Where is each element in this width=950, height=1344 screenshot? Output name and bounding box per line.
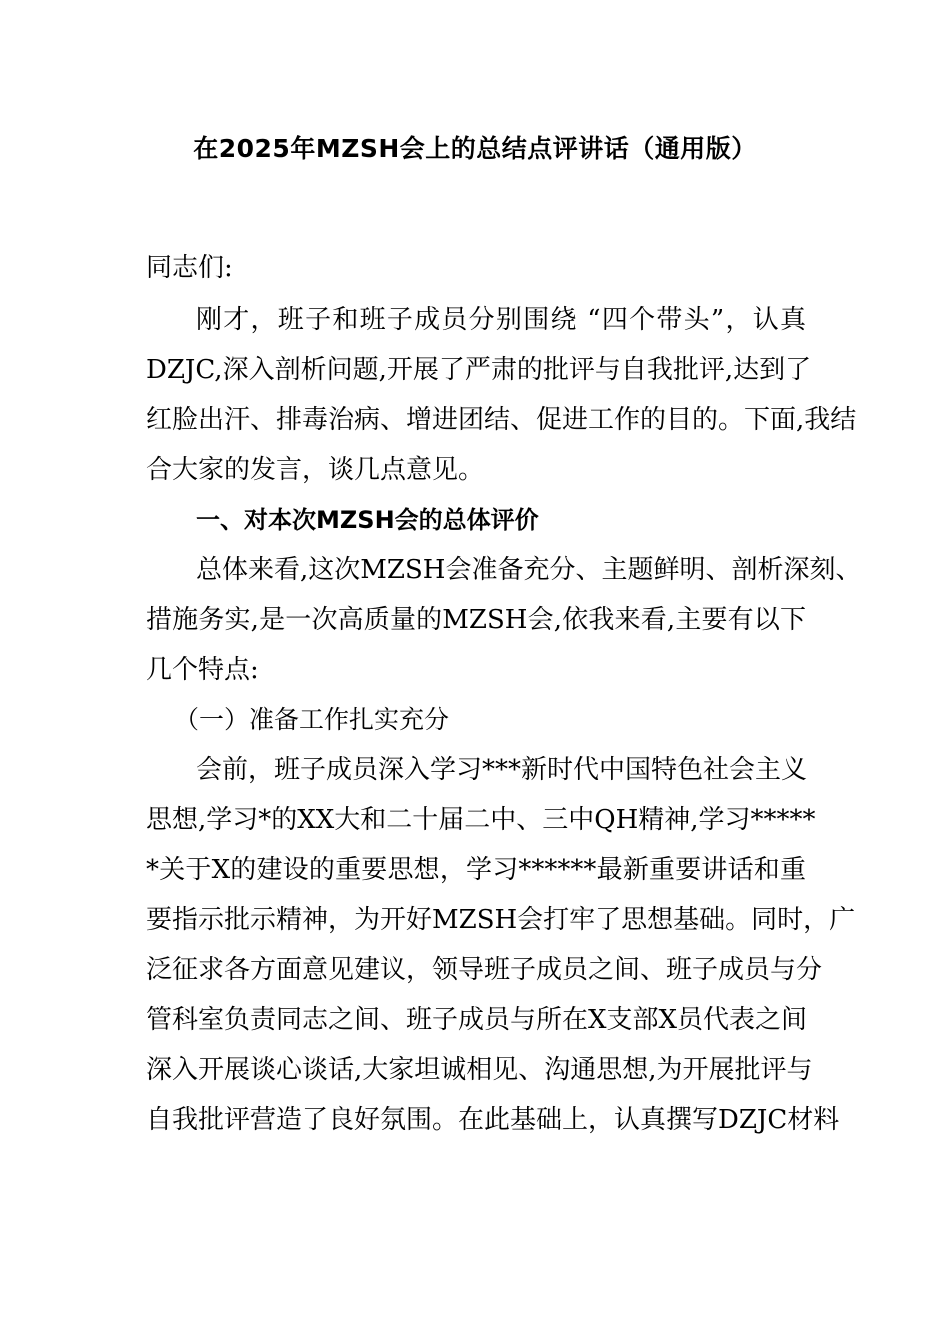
paragraph-line: 泛征求各方面意见建议，领导班子成员之间、班子成员与分 xyxy=(146,955,823,985)
paragraph-line: 深入开展谈心谈话,大家坦诚相见、沟通思想,为开展批评与 xyxy=(146,1055,813,1085)
salutation: 同志们: xyxy=(146,253,233,283)
subsection-heading: （一）准备工作扎实充分 xyxy=(174,705,450,734)
document-title: 在2025年MZSH会上的总结点评讲话（通用版） xyxy=(193,134,757,163)
paragraph-line: 自我批评营造了良好氛围。在此基础上，认真撰写DZJC材料 xyxy=(146,1105,840,1135)
paragraph-line: 总体来看,这次MZSH会准备充分、主题鲜明、剖析深刻、 xyxy=(196,555,862,585)
paragraph-line: 要指示批示精神，为开好MZSH会打牢了思想基础。同时，广 xyxy=(146,905,856,935)
section-heading: 一、对本次MZSH会的总体评价 xyxy=(196,506,539,534)
paragraph-line: 措施务实,是一次高质量的MZSH会,依我来看,主要有以下 xyxy=(146,605,806,635)
paragraph-line: 刚才，班子和班子成员分别围绕 “四个带头”，认真 xyxy=(196,305,806,335)
paragraph-line: *关于X的建设的重要思想，学习******最新重要讲话和重 xyxy=(146,855,806,885)
paragraph-line: 合大家的发言，谈几点意见。 xyxy=(146,455,485,485)
paragraph-line: 红脸出汗、排毒治病、增进团结、促进工作的目的。下面,我结 xyxy=(146,405,857,435)
paragraph-line: DZJC,深入剖析问题,开展了严肃的批评与自我批评,达到了 xyxy=(146,355,812,385)
paragraph-line: 管科室负责同志之间、班子成员与所在X支部X员代表之间 xyxy=(146,1005,808,1035)
paragraph-line: 几个特点: xyxy=(146,655,259,685)
paragraph-line: 思想,学习*的XX大和二十届二中、三中QH精神,学习***** xyxy=(146,805,816,835)
paragraph-line: 会前，班子成员深入学习***新时代中国特色社会主义 xyxy=(196,755,808,785)
